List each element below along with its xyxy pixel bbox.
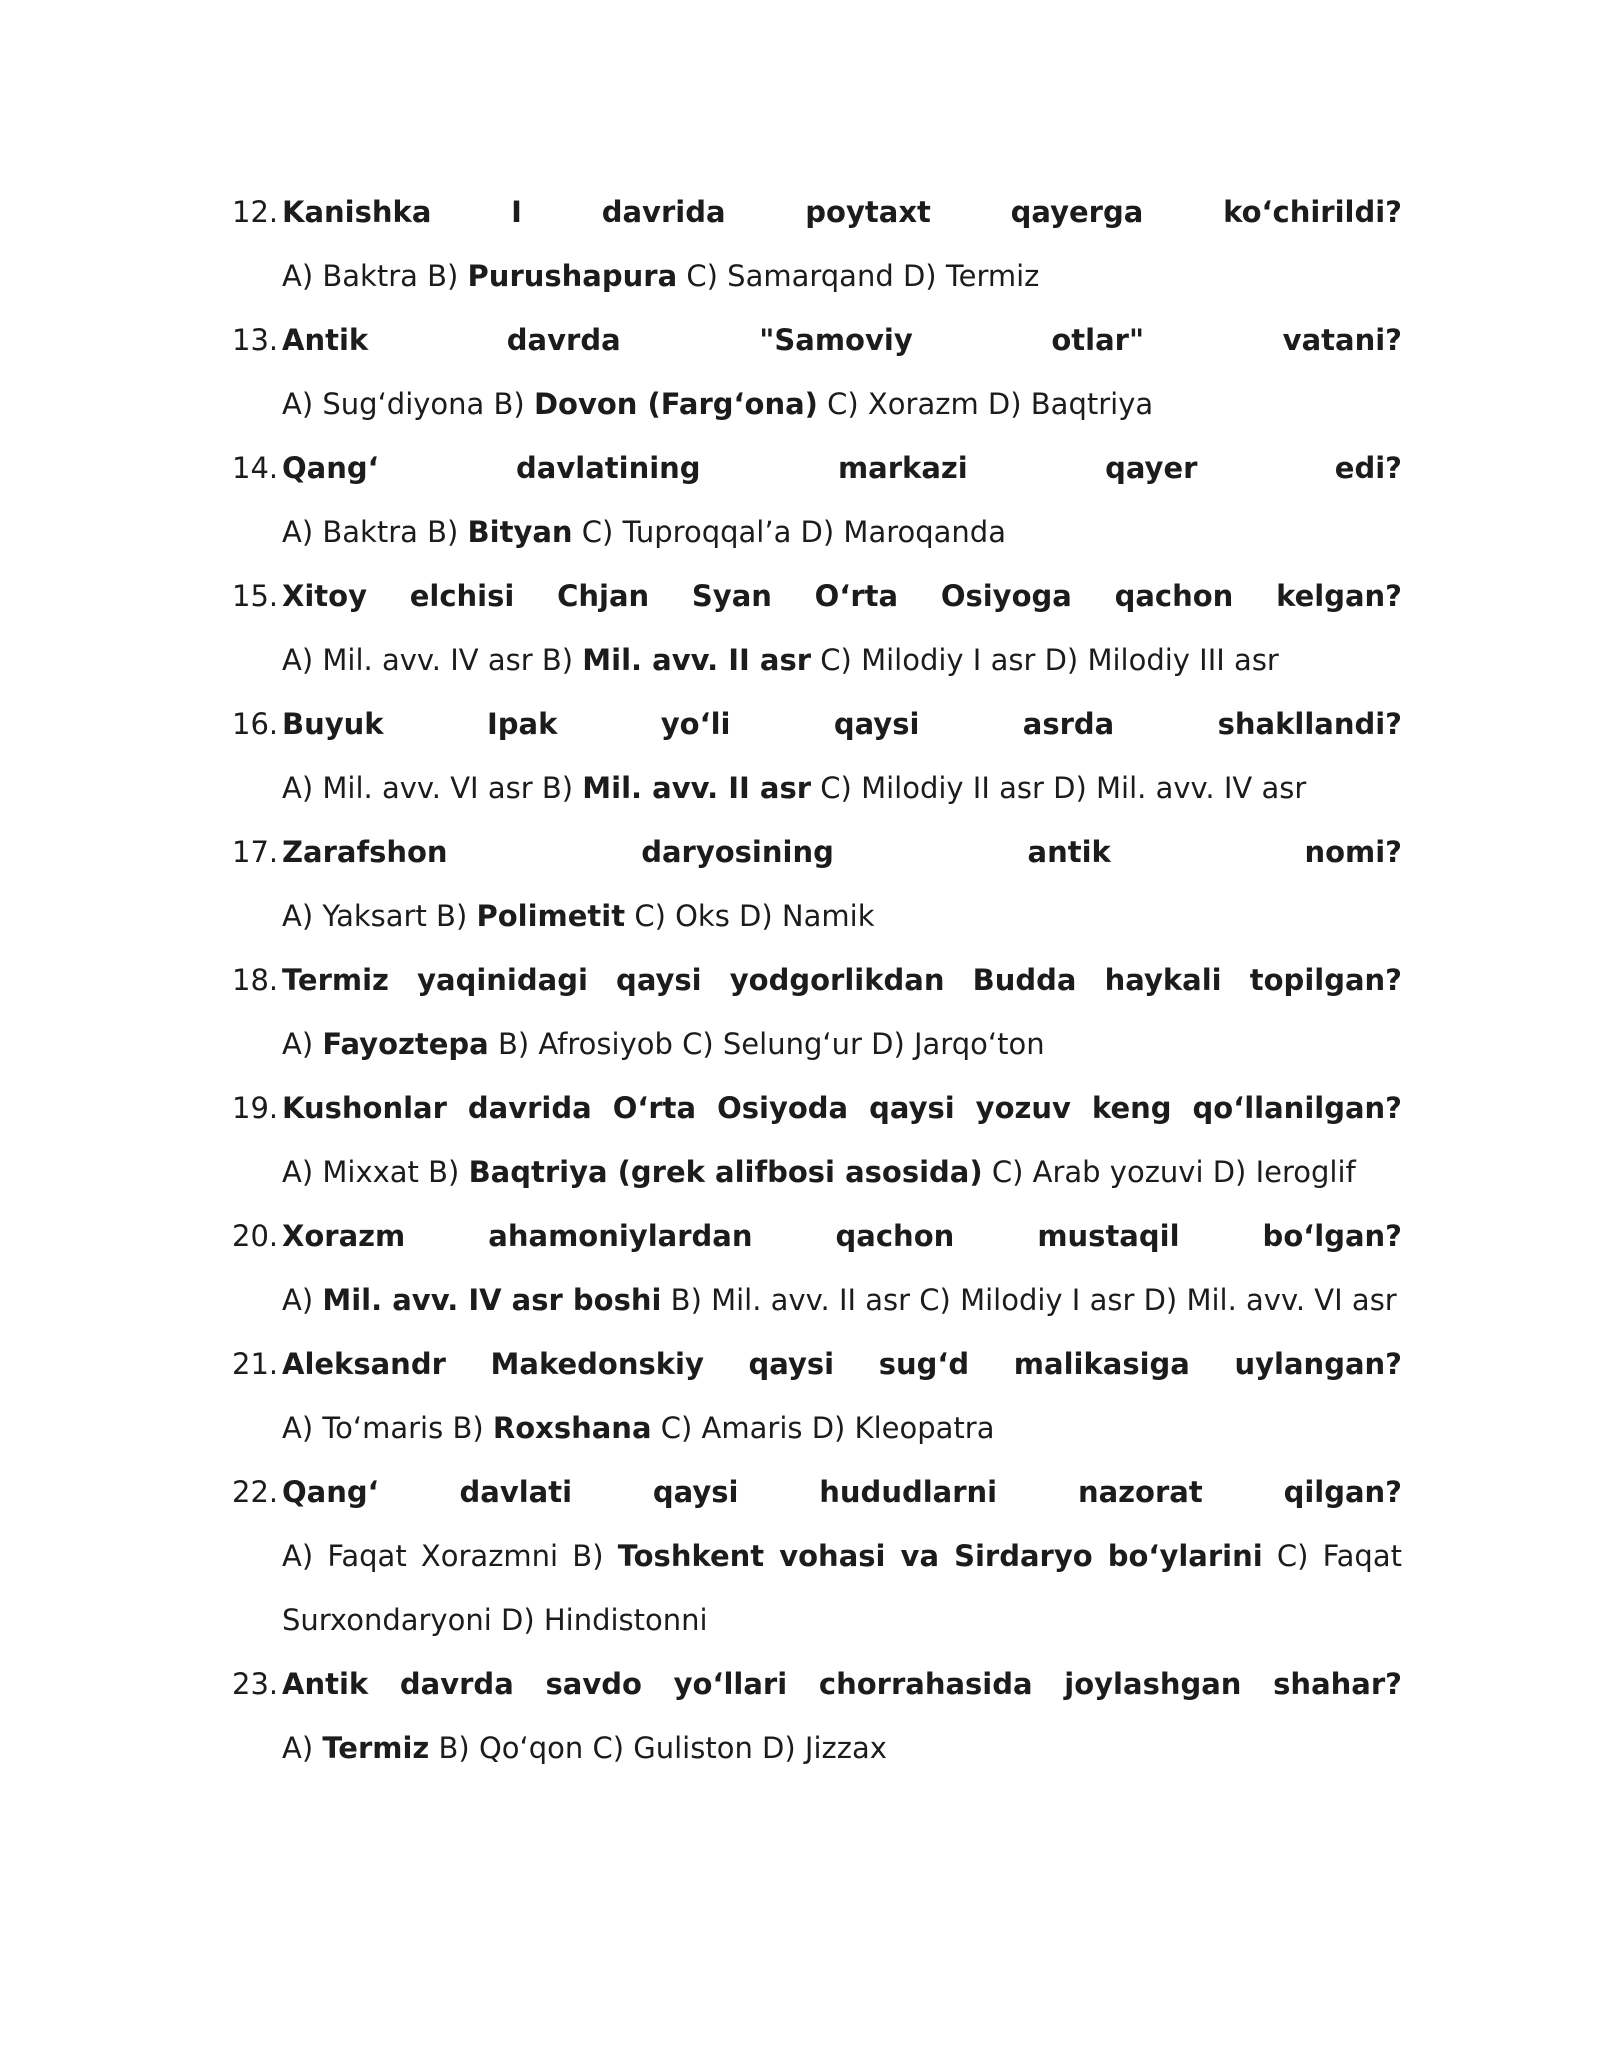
answer-text: C) Milodiy II asr D) Mil. avv. IV asr	[811, 771, 1307, 805]
answer-text: A) Mil. avv. VI asr B)	[282, 771, 583, 805]
question-text: Qangʻ davlatining markazi qayer edi?	[282, 451, 1402, 485]
question-row	[232, 564, 1402, 628]
question-item	[232, 436, 1402, 564]
answer-text: B) Mil. avv. II asr C) Milodiy I asr D) Mil. avv. VI asr	[661, 1283, 1397, 1317]
question-row	[232, 180, 1402, 244]
question-row	[232, 1460, 1402, 1524]
question-text: Buyuk Ipak yoʻli qaysi asrda shakllandi?	[282, 707, 1402, 741]
question-number: 17.	[232, 835, 279, 869]
answer-text: A)	[282, 1731, 323, 1765]
correct-answer: Baqtriya (grek alifbosi asosida)	[468, 1155, 983, 1189]
correct-answer: Toshkent vohasi va Sirdaryo boʻylarini	[617, 1539, 1263, 1573]
correct-answer: Mil. avv. II asr	[582, 643, 812, 677]
answer-text: C) Xorazm D) Baqtriya	[817, 387, 1154, 421]
question-number: 15.	[232, 579, 279, 613]
answer-text: C) Samarqand D) Termiz	[677, 259, 1040, 293]
question-number: 22.	[232, 1475, 279, 1509]
answer-text: C) Faqat Surxondaryoni D) Hindistonni	[282, 1539, 1402, 1637]
answer-options	[282, 1524, 1402, 1652]
question-text: Antik davrda "Samoviy otlar" vatani?	[282, 323, 1402, 357]
question-item	[232, 1076, 1402, 1204]
question-text: Xorazm ahamoniylardan qachon mustaqil boʻlgan?	[282, 1219, 1402, 1253]
correct-answer: Mil. avv. IV asr boshi	[322, 1283, 662, 1317]
answer-options	[282, 1140, 1402, 1204]
question-item	[232, 1204, 1402, 1332]
question-text: Kanishka I davrida poytaxt qayerga koʻchirildi?	[282, 195, 1402, 229]
question-item	[232, 692, 1402, 820]
question-item	[232, 1652, 1402, 1780]
answer-options	[282, 1012, 1402, 1076]
answer-options	[282, 1716, 1402, 1780]
answer-text: A) Faqat Xorazmni B)	[282, 1539, 618, 1573]
answer-options	[282, 628, 1402, 692]
question-row	[232, 820, 1402, 884]
correct-answer: Bityan	[467, 515, 573, 549]
question-number: 20.	[232, 1219, 279, 1253]
question-text: Zarafshon daryosining antik nomi?	[282, 835, 1402, 869]
answer-text: C) Arab yozuvi D) Ieroglif	[982, 1155, 1356, 1189]
answer-text: C) Oks D) Namik	[625, 899, 875, 933]
answer-options	[282, 244, 1402, 308]
question-text: Kushonlar davrida Oʻrta Osiyoda qaysi yozuv keng qoʻllanilgan?	[282, 1091, 1402, 1125]
correct-answer: Dovon (Fargʻona)	[533, 387, 818, 421]
question-number: 14.	[232, 451, 279, 485]
answer-text: A) Baktra B)	[282, 259, 468, 293]
answer-text: A) Mixxat B)	[282, 1155, 469, 1189]
question-text: Antik davrda savdo yoʻllari chorrahasida joylashgan shahar?	[282, 1667, 1402, 1701]
answer-options	[282, 1268, 1402, 1332]
question-item	[232, 1460, 1402, 1652]
answer-text: B) Qoʻqon C) Guliston D) Jizzax	[429, 1731, 887, 1765]
question-row	[232, 1076, 1402, 1140]
answer-text: A) Sugʻdiyona B)	[282, 387, 534, 421]
question-number: 21.	[232, 1347, 279, 1381]
correct-answer: Polimetit	[476, 899, 626, 933]
question-row	[232, 1204, 1402, 1268]
correct-answer: Termiz	[322, 1731, 430, 1765]
answer-text: C) Amaris D) Kleopatra	[651, 1411, 995, 1445]
question-row	[232, 436, 1402, 500]
question-item	[232, 820, 1402, 948]
question-row	[232, 948, 1402, 1012]
question-row	[232, 1332, 1402, 1396]
question-row	[232, 1652, 1402, 1716]
correct-answer: Mil. avv. II asr	[582, 771, 812, 805]
answer-text: C) Tuproqqalʼa D) Maroqanda	[572, 515, 1006, 549]
question-row	[232, 692, 1402, 756]
question-item	[232, 564, 1402, 692]
correct-answer: Fayoztepa	[322, 1027, 489, 1061]
question-number: 23.	[232, 1667, 279, 1701]
question-text: Termiz yaqinidagi qaysi yodgorlikdan Budda haykali topilgan?	[282, 963, 1402, 997]
correct-answer: Purushapura	[467, 259, 678, 293]
question-item	[232, 180, 1402, 308]
answer-text: A) Toʻmaris B)	[282, 1411, 493, 1445]
answer-text: C) Milodiy I asr D) Milodiy III asr	[811, 643, 1279, 677]
answer-options	[282, 884, 1402, 948]
answer-text: A) Yaksart B)	[282, 899, 477, 933]
question-item	[232, 1332, 1402, 1460]
answer-options	[282, 756, 1402, 820]
answer-options	[282, 500, 1402, 564]
question-row	[232, 308, 1402, 372]
question-number: 16.	[232, 707, 279, 741]
answer-text: A)	[282, 1283, 323, 1317]
question-number: 18.	[232, 963, 279, 997]
answer-text: A) Mil. avv. IV asr B)	[282, 643, 583, 677]
question-number: 13.	[232, 323, 279, 357]
answer-text: A) Baktra B)	[282, 515, 468, 549]
answer-options	[282, 372, 1402, 436]
question-text: Aleksandr Makedonskiy qaysi sugʻd malikasiga uylangan?	[282, 1347, 1402, 1381]
question-text: Qangʻ davlati qaysi hududlarni nazorat qilgan?	[282, 1475, 1402, 1509]
question-list	[232, 180, 1402, 1780]
answer-options	[282, 1396, 1402, 1460]
correct-answer: Roxshana	[492, 1411, 652, 1445]
question-number: 19.	[232, 1091, 279, 1125]
question-item	[232, 308, 1402, 436]
question-number: 12.	[232, 195, 279, 229]
answer-text: B) Afrosiyob C) Selungʻur D) Jarqoʻton	[488, 1027, 1045, 1061]
question-item	[232, 948, 1402, 1076]
question-text: Xitoy elchisi Chjan Syan Oʻrta Osiyoga qachon kelgan?	[282, 579, 1402, 613]
answer-text: A)	[282, 1027, 323, 1061]
